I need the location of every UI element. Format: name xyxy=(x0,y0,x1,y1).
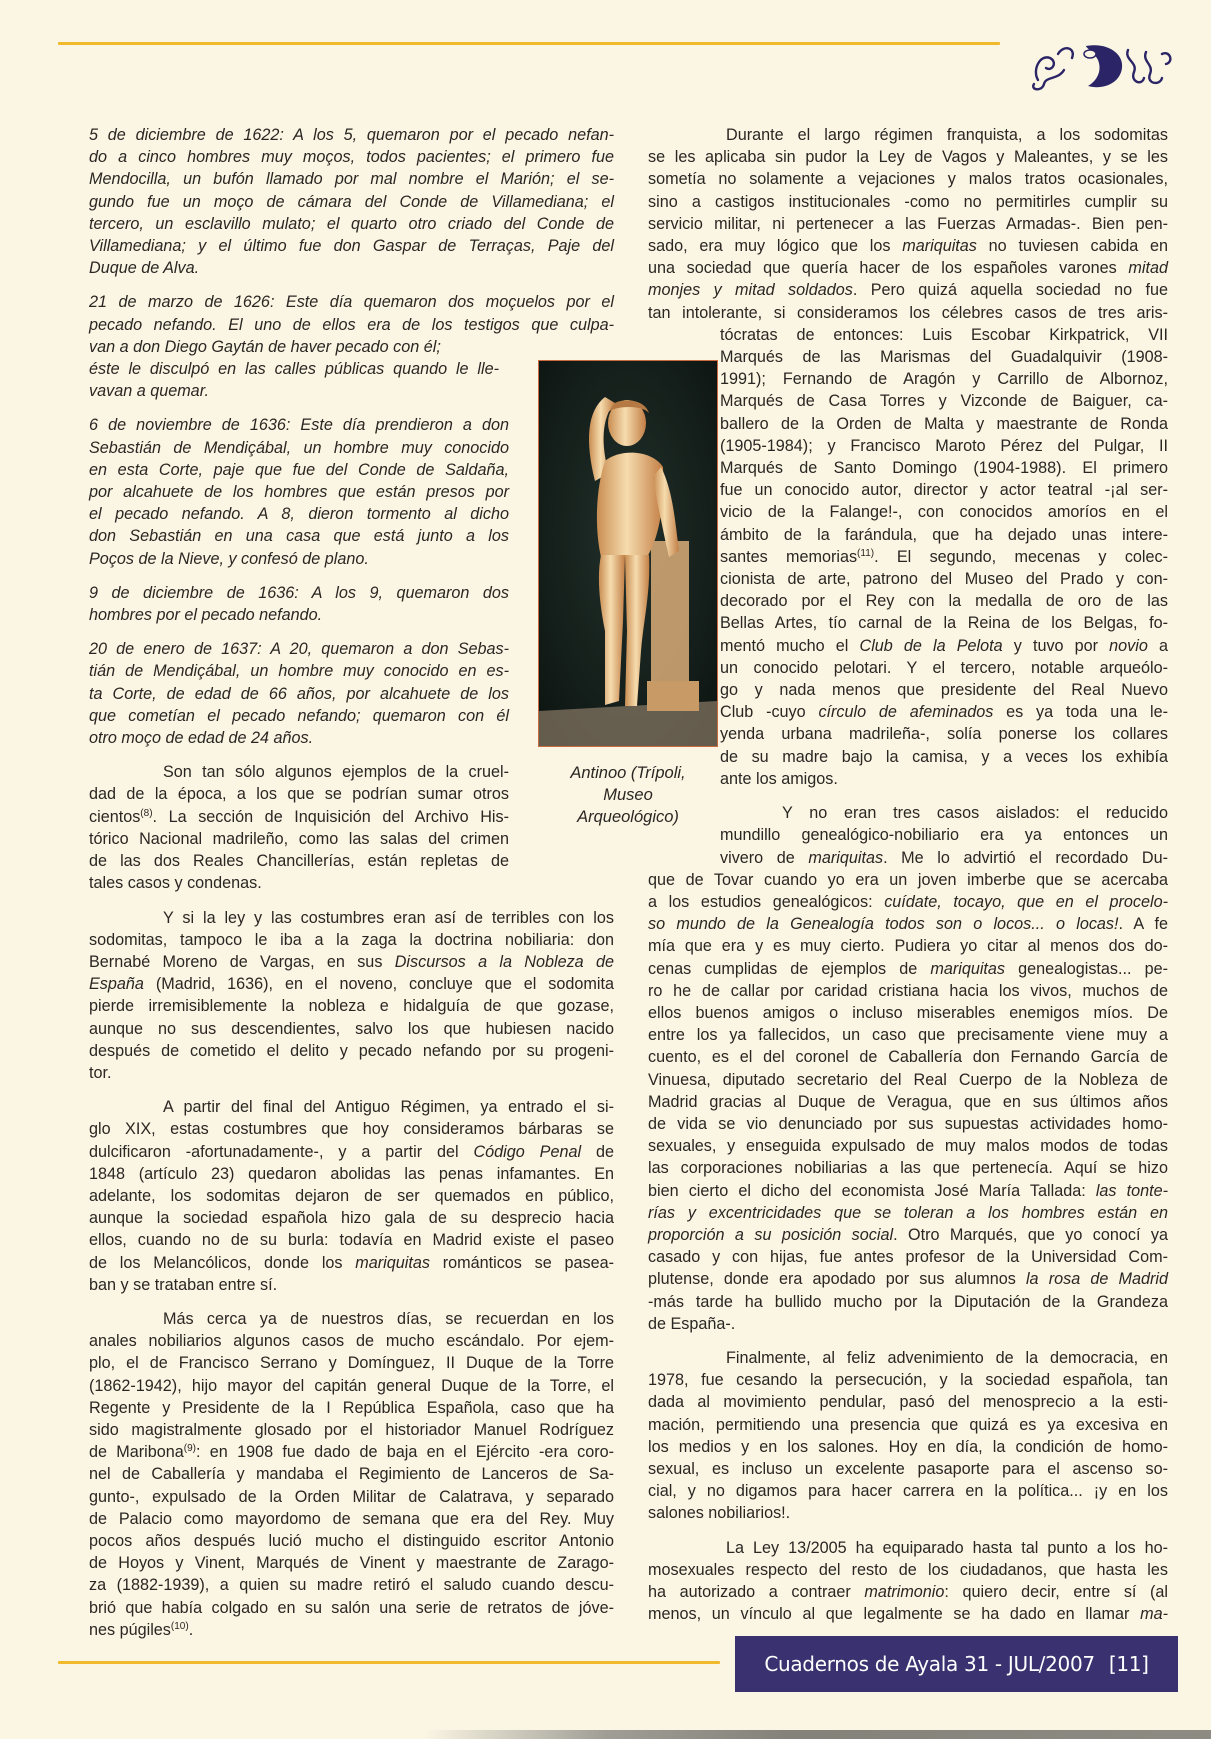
emphasis: Club de la Pelota xyxy=(859,636,1003,655)
text-run: Bernabé Moreno de Vargas, en sus xyxy=(89,952,395,971)
text-line: mosexuales respecto del resto de los ciudadanos, que hasta les xyxy=(648,1560,1168,1579)
text-line: La Ley 13/2005 ha equiparado hasta tal punto a los ho- xyxy=(726,1538,1168,1557)
text-line: nel de Caballería y mandaba el Regimiento de Lanceros de Sa- xyxy=(89,1465,614,1484)
text-line: 1991); Fernando de Aragón y Carrillo de Albornoz, xyxy=(720,370,1168,389)
text-line: Son tan sólo algunos ejemplos de la cruel- xyxy=(163,763,509,782)
text-line: brió que había colgado en su salón una serie de retratos de jóve- xyxy=(89,1598,614,1617)
text-line: Marqués de las Marismas del Guadalquivir (1908- xyxy=(720,348,1168,367)
text-line: aunque la sociedad española hizo gala de su desprecio hacia xyxy=(89,1209,614,1228)
text-run: a xyxy=(1147,636,1168,655)
text-line: de las dos Reales Chancillerías, están repletas de xyxy=(89,852,509,871)
text-line: Finalmente, al feliz advenimiento de la democracia, en xyxy=(726,1348,1168,1367)
text-line: Vinuesa, diputado secretario del Real Cuerpo de la Nobleza de xyxy=(648,1070,1168,1089)
emphasis: mariquitas xyxy=(930,959,1006,978)
text-line: (1905-1984); y Francisco Maroto Pérez del Pulgar, II xyxy=(720,436,1168,455)
text-line xyxy=(648,1224,1168,1246)
text-line: cionista de arte, patrono del Museo del Prado y con- xyxy=(720,570,1168,589)
text-run: dulcificaron -afortunadamente-, y a partir del xyxy=(89,1142,474,1161)
text-line: Más cerca ya de nuestros días, se recuerdan en los xyxy=(163,1309,614,1328)
text-run: . A fe xyxy=(1118,915,1168,934)
footnote-ref-8[interactable]: (8) xyxy=(140,807,153,819)
text-line: mía que era y es muy cierto. Pudiera yo citar al menos dos do- xyxy=(648,937,1168,956)
quotation: cuídate, tocayo, que en el procelo- xyxy=(884,892,1168,911)
text-line: cuento, es el del coronel de Caballería don Fernando García de xyxy=(648,1048,1168,1067)
text-run: ha autorizado a contraer xyxy=(648,1583,865,1601)
text-line: Mendocilla, un bufón llamado por mal nombre el Marión; el se- xyxy=(89,170,614,189)
chronicle-quote-1622 xyxy=(89,124,614,279)
text-line: sexual, es incluso un excelente pasaporte para el ascenso so- xyxy=(648,1459,1168,1478)
text-line: salones nobiliarios!. xyxy=(648,1504,791,1523)
text-line: pierde irremisiblemente la nobleza e hidalguía de que gozase, xyxy=(89,997,614,1016)
text-line xyxy=(648,1603,1168,1625)
footnote-ref-9[interactable]: (9) xyxy=(183,1443,197,1455)
emphasis: mariquitas xyxy=(902,237,977,256)
text-line: sexuales, y enseguida expulsado de muy malos modos de todas xyxy=(648,1137,1168,1156)
text-line xyxy=(648,1180,1168,1202)
emphasis: novio xyxy=(1109,636,1148,655)
text-line: de vida se vio denunciado por sus supuestas actividades homo- xyxy=(648,1114,1168,1133)
text-line: de Palacio como mayordomo de semana que era del Rey. Muy xyxy=(89,1509,614,1528)
text-line: ro he de callar por caridad cristiana hacia los vivos, muchos de xyxy=(648,981,1168,1000)
text-run: sado, era muy lógico que los xyxy=(648,237,903,256)
text-line xyxy=(648,279,1168,301)
text-line: vavan a quemar. xyxy=(89,382,209,401)
paragraph-ejemplos xyxy=(89,761,509,894)
text-run: . Otro Marqués, que yo conocí ya xyxy=(893,1225,1168,1244)
paragraph-doctrina-nobiliaria xyxy=(89,907,614,1085)
text-line: ámbito de la farándula, que ha dejado unas intere- xyxy=(720,525,1168,544)
text-run: románticos se pasea- xyxy=(429,1253,614,1272)
text-line xyxy=(648,1581,1168,1603)
text-line: go y nada menos que presidente del Real Nuevo xyxy=(720,681,1168,700)
text-line: pecado nefando. El uno de ellos era de los testigos que culpa- xyxy=(89,315,614,334)
emphasis: Código Penal xyxy=(473,1142,582,1161)
text-line: -más tarde ha bullido mucho por la Diputación de la Grandeza xyxy=(648,1292,1168,1311)
text-line: Madrid gracias al Duque de Veragua, que en sus últimos años xyxy=(648,1092,1168,1111)
text-line: un conocido pelotari. Y el tercero, notable arqueólo- xyxy=(720,658,1168,677)
text-line xyxy=(720,546,1168,568)
paragraph-casos-aislados xyxy=(648,802,1168,1335)
text-line xyxy=(89,1141,614,1163)
wrapped-text-block xyxy=(720,324,1168,790)
text-run: plutense, donde era apodado por sus alumnos xyxy=(648,1270,1026,1289)
text-line xyxy=(89,973,614,995)
footnote-ref-10[interactable]: (10) xyxy=(170,1620,189,1632)
text-line: Villamediana; y el último fue don Gaspar de Terraças, Paje del xyxy=(89,237,614,256)
text-line: cial, y no digamos para hacer carrera en la política... ¡y en los xyxy=(648,1482,1168,1501)
text-line: aunque no sus descendientes, salvo los que hubiesen nacido xyxy=(89,1019,614,1038)
text-run: Club -cuyo xyxy=(720,703,819,722)
footnote-ref-11[interactable]: (11) xyxy=(857,547,875,559)
paragraph-franquismo xyxy=(648,124,1168,790)
text-line: éste le disculpó en las calles públicas quando le lle- xyxy=(89,360,499,379)
text-line: mundillo genealógico-nobiliario era ya entonces un xyxy=(720,826,1168,845)
text-line: Poços de la Nieve, y confesó de plano. xyxy=(89,549,369,568)
emphasis: mariquitas xyxy=(808,848,884,867)
caption-line: Museo xyxy=(603,786,653,804)
paragraph-democracia xyxy=(648,1347,1168,1525)
emphasis: monjes y mitad soldados xyxy=(648,281,853,300)
right-column xyxy=(648,124,1168,1637)
chronicle-quote-nov-1636 xyxy=(89,414,509,569)
text-line: sometía no solamente a vejaciones y malos tratos ocasionales, xyxy=(648,170,1168,189)
text-line: yenda urbana madrileña-, solía ponerse los collares xyxy=(720,725,1168,744)
text-line: Durante el largo régimen franquista, a los sodomitas xyxy=(726,126,1168,144)
text-line xyxy=(89,806,509,828)
text-line: anales nobiliarios algunos casos de mucho escándalo. Por ejem- xyxy=(89,1332,614,1351)
emphasis: mitad xyxy=(1128,259,1168,278)
text-line: sido magistralmente glosado por el historiador Manuel Rodríguez xyxy=(89,1420,614,1439)
text-line xyxy=(89,1619,614,1641)
text-line: tan intolerante, si consideramos los célebres casos de tres aris- xyxy=(648,303,1168,322)
paragraph-casos-escandalo xyxy=(89,1308,614,1641)
text-line: do a cinco hombres muy moços, todos pacientes; el primero fue xyxy=(89,148,614,167)
text-line: se les aplicaba sin pudor la Ley de Vagos y Maleantes, y se les xyxy=(648,148,1168,167)
text-line: decorado por el Rey con la medalla de oro de las xyxy=(720,592,1168,611)
text-line: fue un conocido autor, director y actor teatral -¡al ser- xyxy=(720,481,1168,500)
text-line: Bellas Artes, tío carnal de la Reina de los Belgas, fo- xyxy=(720,614,1168,633)
text-line: el pecado nefando. A 8, dieron tormento al dicho xyxy=(89,505,509,524)
text-line xyxy=(648,1202,1168,1224)
paragraph-ley-2005 xyxy=(648,1537,1168,1626)
text-run: mentó mucho el xyxy=(720,636,860,655)
text-line: Regente y Presidente de la I República Española, caso que ha xyxy=(89,1398,614,1417)
text-line: ante los amigos. xyxy=(720,769,838,788)
text-line: Y si la ley y las costumbres eran así de terribles con los xyxy=(163,908,614,927)
text-line xyxy=(648,958,1168,980)
text-run: vivero de xyxy=(720,848,809,867)
text-line: 1848 (artículo 23) quedaron abolidas las penas infamantes. En xyxy=(89,1164,614,1183)
header-rule xyxy=(58,42,1000,45)
text-run: : en 1908 fue dado de baja en el Ejército -era coro- xyxy=(196,1443,614,1462)
text-line: Y no eran tres casos aislados: el reducido xyxy=(782,804,1168,823)
text-line: tor. xyxy=(89,1063,112,1082)
text-line: sino a castigos institucionales -como no permitirles cumplir su xyxy=(648,192,1168,211)
text-line: tócratas de entonces: Luis Escobar Kirkpatrick, VII xyxy=(720,325,1168,344)
text-line: 5 de diciembre de 1622: A los 5, quemaron por el pecado nefan- xyxy=(89,126,614,144)
text-line: mación, permitiendo una presencia que quizá es ya excesiva en xyxy=(648,1415,1168,1434)
text-line: tercero, un esclavillo mulato; el quarto otro criado del Conde de xyxy=(89,214,614,233)
text-line: 6 de noviembre de 1636: Este día prendieron a don xyxy=(89,416,509,435)
text-line: ta Corte, de edad de 66 años, por alcahuete de los xyxy=(89,684,509,703)
quotation: rías y excentricidades que se toleran a los hombres están en xyxy=(648,1203,1168,1222)
text-line: los medios y en los salones. Hoy en día, la condición de homo- xyxy=(648,1437,1168,1456)
footer-rule xyxy=(58,1661,720,1664)
text-line: glo XIX, estas costumbres que hoy consideramos bárbaras se xyxy=(89,1120,614,1139)
text-line: que cometían el pecado nefando; quemaron con él xyxy=(89,706,509,725)
text-line: de España-. xyxy=(648,1314,736,1333)
text-line: ellos, cuando no de su burla: todavía en Madrid existe el paseo xyxy=(89,1231,614,1250)
text-run: (Madrid, 1636), en el noveno, concluye que el sodomita xyxy=(143,975,614,994)
text-run: no tuviesen cabida en xyxy=(976,237,1168,256)
text-line: don Sebastián en una casa que está junto a los xyxy=(89,527,509,546)
text-run: santes memorias xyxy=(720,547,858,566)
text-run: es ya toda una le- xyxy=(993,703,1168,722)
text-line: pocos años después lució mucho el distinguido escritor Antonio xyxy=(89,1531,614,1550)
emphasis: la rosa de Madrid xyxy=(1025,1270,1168,1289)
text-line xyxy=(720,847,1168,869)
book-title: Discursos a la Nobleza de xyxy=(394,952,615,971)
chronicle-quote-1626 xyxy=(89,291,614,402)
text-line: gundo fue un moço de cámara del Conde de Villamediana; el xyxy=(89,192,614,211)
text-run: cenas cumplidas de ejemplos de xyxy=(648,959,931,978)
text-line: dad de la época, a los que se podrían sumar otros xyxy=(89,785,509,804)
text-line: dada al movimiento pendular, pasó del menosprecio a la esti- xyxy=(648,1393,1168,1412)
text-run: cientos xyxy=(89,807,141,826)
text-line xyxy=(89,951,614,973)
text-run: menos, un vínculo al que legalmente se ha dado en llamar xyxy=(648,1605,1141,1624)
text-run: genealogistas... pe- xyxy=(1005,959,1168,978)
text-line: za (1882-1939), a quien su madre retiró el saludo cuando descu- xyxy=(89,1576,614,1595)
chronicle-quote-1637 xyxy=(89,638,509,749)
text-line: A partir del final del Antiguo Régimen, ya entrado el si- xyxy=(163,1098,614,1117)
text-line: 1978, fue cesando la persecución, y la sociedad española, tan xyxy=(648,1371,1168,1390)
text-line: en esta Corte, paje que fue del Conde de Saldaña, xyxy=(89,460,509,479)
text-line: 21 de marzo de 1626: Este día quemaron dos moçuelos por el xyxy=(89,293,614,312)
text-line: 9 de diciembre de 1636: A los 9, quemaron dos xyxy=(89,583,509,602)
text-line: después de cometido el delito y pecado nefando por su progeni- xyxy=(89,1041,614,1060)
text-line: entre los ya fallecidos, un caso que precisamente viene muy a xyxy=(648,1026,1168,1045)
text-line: vicio de la Falange!-, con conocidos amoríos en el xyxy=(720,503,1168,522)
text-line xyxy=(720,701,1168,723)
text-run: : quiero decir, entre sí (al xyxy=(944,1583,1168,1601)
text-line xyxy=(648,891,1168,913)
text-line: casado y con hijas, fue antes profesor de la Universidad Com- xyxy=(648,1248,1168,1267)
text-line: servicio militar, ni pertenecer a las Fuerzas Armadas-. Bien pen- xyxy=(648,214,1168,233)
text-line: van a don Diego Gaytán de haver pecado con él; xyxy=(89,337,441,356)
text-run: una sociedad que quería hacer de los españoles varones xyxy=(648,259,1129,278)
text-line xyxy=(648,235,1168,257)
paragraph-antiguo-regimen xyxy=(89,1096,614,1296)
text-line xyxy=(89,1252,614,1274)
text-line: las corporaciones nobiliarias a las que pertenecía. Aquí se hizo xyxy=(648,1159,1168,1178)
text-line: hombres por el pecado nefando. xyxy=(89,606,323,625)
text-run: bien cierto el dicho del economista José María Tallada: xyxy=(648,1181,1096,1200)
left-column xyxy=(89,124,614,1653)
text-run: de Maribona xyxy=(89,1443,184,1462)
page-number: [11] xyxy=(1108,1652,1149,1676)
emphasis: matrimonio xyxy=(864,1583,945,1601)
publication-title: Cuadernos de Ayala 31 - JUL/2007 xyxy=(764,1652,1095,1676)
text-line: sodomitas, tampoco le iba a la zaga la doctrina nobiliaria: don xyxy=(89,930,614,949)
text-line xyxy=(648,257,1168,279)
text-run: de los Melancólicos, donde los xyxy=(89,1253,356,1272)
text-line: que de Tovar cuando yo era un joven imberbe que se acercaba xyxy=(648,870,1168,889)
wrapped-text-block xyxy=(720,802,1168,869)
text-run: . El segundo, mecenas y colec- xyxy=(874,547,1168,566)
quotation: proporción a su posición social xyxy=(648,1225,894,1244)
text-line: tórico Nacional madrileño, como las salas del crimen xyxy=(89,829,509,848)
text-line: otro moço de edad de 24 años. xyxy=(89,729,314,748)
text-line: tales casos y condenas. xyxy=(89,874,262,893)
text-line xyxy=(720,635,1168,657)
text-line: ballero de la Orden de Malta y maestrante de Ronda xyxy=(720,414,1168,433)
text-line: plo, el de Francisco Serrano y Domínguez, II Duque de la Torre xyxy=(89,1354,614,1373)
text-line: ban y se trataban entre sí. xyxy=(89,1275,278,1294)
text-line xyxy=(89,1441,614,1463)
text-run: y tuvo por xyxy=(1002,636,1110,655)
text-run: a los estudios genealógicos: xyxy=(648,892,885,911)
text-line: Marqués de Santo Domingo (1904-1988). El primero xyxy=(720,459,1168,478)
text-run: . Me lo advirtió el recordado Du- xyxy=(883,848,1168,867)
quotation: so mundo de la Genealogía todos son o locos... o locas! xyxy=(648,915,1119,934)
emphasis: círculo de afeminados xyxy=(818,703,994,722)
ayala-ornament-logo-icon xyxy=(1028,40,1178,92)
scan-edge xyxy=(0,1730,1211,1739)
chronicle-quote-dec-1636 xyxy=(89,582,509,626)
text-line: (1862-1942), hijo mayor del capitán general Duque de la Torre, el xyxy=(89,1376,614,1395)
text-run: nes púgiles xyxy=(89,1620,171,1639)
text-line: Sebastián de Mendiçábal, un hombre muy conocido xyxy=(89,438,509,457)
text-line: tián de Mendiçábal, un hombre muy conocido en es- xyxy=(89,662,509,681)
text-line: adelante, los sodomitas dejaron de ser quemados en público, xyxy=(89,1186,614,1205)
text-line: Marqués de Casa Torres y Vizconde de Baiguer, ca- xyxy=(720,392,1168,411)
text-run: . Pero quizá aquella sociedad no fue xyxy=(852,281,1168,300)
text-line: 20 de enero de 1637: A 20, quemaron a don Sebas- xyxy=(89,640,509,659)
text-line: ellos buenos amigos o incluso miserables enemigos míos. De xyxy=(648,1003,1168,1022)
text-line: gunto-, expulsado de la Orden Militar de Calatrava, y separado xyxy=(89,1487,614,1506)
caption-line: Arqueológico) xyxy=(577,808,679,826)
text-run: de xyxy=(581,1142,614,1161)
text-run: . xyxy=(188,1620,194,1639)
text-run: . La sección de Inquisición del Archivo His- xyxy=(152,807,509,826)
text-line xyxy=(648,913,1168,935)
text-line: por alcahuete de los hombres que están presos por xyxy=(89,483,509,502)
text-line: de su madre bajo la camisa, y a veces los exhibía xyxy=(720,747,1168,766)
emphasis: mariquitas xyxy=(355,1253,430,1272)
text-line xyxy=(648,1268,1168,1290)
text-line: de Hoyos y Vinent, Marqués de Vinent y maestrante de Zarago- xyxy=(89,1554,614,1573)
text-line: Duque de Alva. xyxy=(89,259,200,278)
book-title: España xyxy=(89,975,144,994)
caption-line: Antinoo (Trípoli, xyxy=(570,764,686,782)
footer-publication-box xyxy=(735,1636,1178,1692)
quotation: las tonte- xyxy=(1095,1181,1168,1200)
emphasis: ma- xyxy=(1140,1605,1168,1624)
